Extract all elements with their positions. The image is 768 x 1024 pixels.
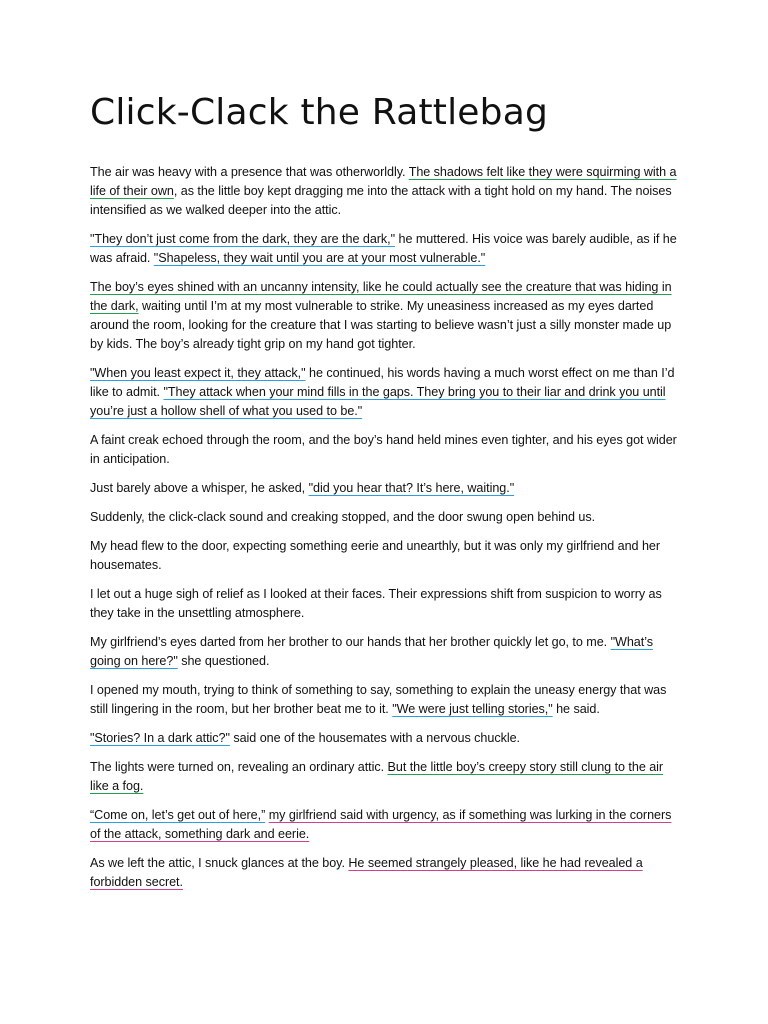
text-run: Suddenly, the click-clack sound and creaking stopped, and the door swung open behind us.	[90, 510, 596, 524]
underlined-blue-text: "Shapeless, they wait until you are at your most vulnerable."	[153, 251, 486, 265]
text-run: Just barely above a whisper, he asked,	[90, 481, 309, 495]
paragraph	[90, 163, 680, 220]
text-run: said one of the housemates with a nervous chuckle.	[229, 731, 520, 745]
underlined-blue-text: "They attack when your mind fills in the gaps. They bring you to their liar and drink you until you’re just a hollow shell of what you used to be."	[90, 385, 666, 418]
paragraph	[90, 806, 680, 844]
paragraph	[90, 758, 680, 796]
paragraph	[90, 585, 680, 623]
paragraph	[90, 431, 680, 469]
paragraph	[90, 364, 680, 421]
text-run: he muttered. His voice was barely audible, as if he was afraid.	[90, 232, 677, 265]
underlined-blue-text: "Stories? In a dark attic?"	[90, 731, 230, 745]
underlined-green-text: The shadows felt like they were squirming with a life of their own	[90, 165, 677, 198]
paragraph	[90, 479, 680, 498]
text-run: The lights were turned on, revealing an ordinary attic.	[90, 760, 388, 774]
text-run: I let out a huge sigh of relief as I looked at their faces. Their expressions shift from suspicion to worry as they take in the unsettling atmosphere.	[90, 587, 662, 620]
underlined-blue-text: "When you least expect it, they attack,"	[90, 366, 306, 380]
text-run: waiting until I’m at my most vulnerable to strike. My uneasiness increased as my eyes darted around the room, looking for the creature that I was starting to believe wasn’t just a silly monster made up by kids. The boy’s already tight grip on my hand got tighter.	[90, 299, 672, 351]
text-run: he said.	[552, 702, 600, 716]
paragraph	[90, 230, 680, 268]
text-run: , as the little boy kept dragging me into the attack with a tight hold on my hand. The noises intensified as we walked deeper into the attic.	[90, 184, 672, 217]
text-run: My girlfriend’s eyes darted from her brother to our hands that her brother quickly let go, to me.	[90, 635, 611, 649]
paragraph	[90, 537, 680, 575]
paragraph	[90, 729, 680, 748]
text-run: he continued, his words having a much worst effect on me than I’d like to admit.	[90, 366, 675, 399]
underlined-blue-text: "What’s going on here?"	[90, 635, 653, 668]
underlined-blue-text: "did you hear that? It’s here, waiting."	[308, 481, 515, 495]
document-title: Click-Clack the Rattlebag	[90, 92, 549, 133]
text-run: A faint creak echoed through the room, and the boy’s hand held mines even tighter, and his eyes got wider in anticipation.	[90, 433, 677, 466]
text-run: As we left the attic, I snuck glances at the boy.	[90, 856, 349, 870]
text-run: I opened my mouth, trying to think of something to say, something to explain the uneasy energy that was still lingering in the room, but her brother beat me to it.	[90, 683, 667, 716]
document-body	[90, 163, 680, 902]
paragraph	[90, 681, 680, 719]
paragraph	[90, 278, 680, 354]
underlined-blue-text: "They don’t just come from the dark, they are the dark,"	[90, 232, 396, 246]
paragraph	[90, 633, 680, 671]
underlined-pink-text: my girlfriend said with urgency, as if something was lurking in the corners of the attack, something dark and eerie.	[90, 808, 672, 841]
text-run: My head flew to the door, expecting something eerie and unearthly, but it was only my girlfriend and her housemates.	[90, 539, 661, 572]
underlined-blue-text: "We were just telling stories,"	[392, 702, 553, 716]
underlined-green-text: The boy’s eyes shined with an uncanny intensity, like he could actually see the creature that was hiding in the dark,	[90, 280, 672, 313]
underlined-pink-text: He seemed strangely pleased, like he had revealed a forbidden secret.	[90, 856, 643, 889]
underlined-green-text: But the little boy’s creepy story still clung to the air like a fog.	[90, 760, 664, 793]
paragraph	[90, 854, 680, 892]
text-run: The air was heavy with a presence that was otherworldly.	[90, 165, 409, 179]
paragraph	[90, 508, 680, 527]
text-run: she questioned.	[177, 654, 270, 668]
underlined-blue-text: “Come on, let’s get out of here,”	[90, 808, 266, 822]
